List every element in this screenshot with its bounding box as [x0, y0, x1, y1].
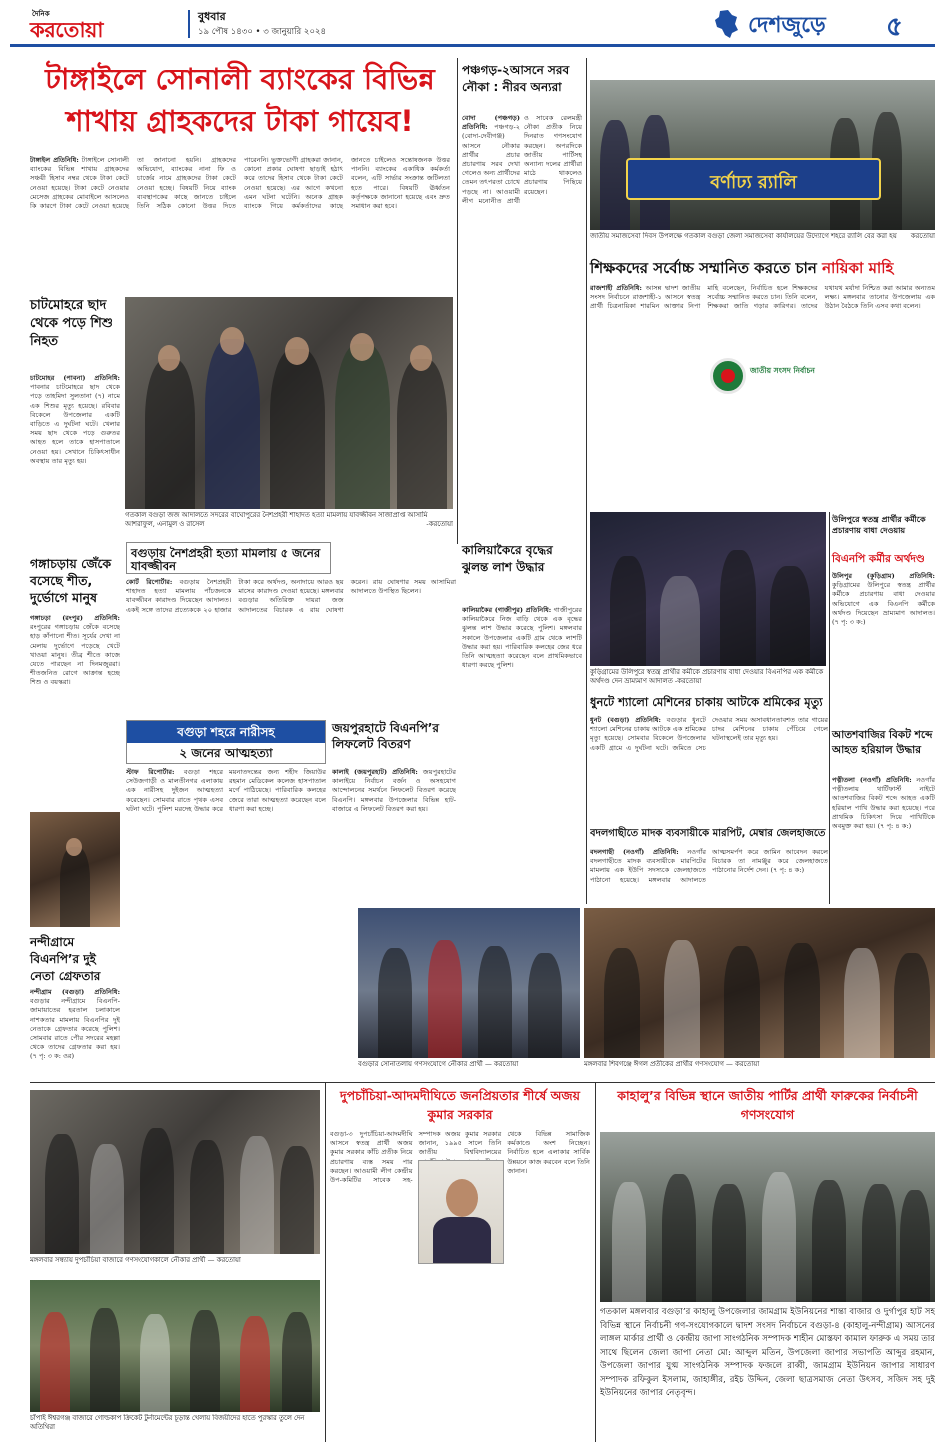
life-sentence-box	[126, 542, 331, 574]
photo-row-2-caption: মঙ্গলবার শিবগঞ্জে ঈগল প্রতীকের প্রার্থীর গণসংযোগ — করতোয়া	[584, 1060, 760, 1068]
lead-photo-caption	[125, 511, 453, 531]
life-sentence-dateline: কোর্ট রিপোর্টার:	[126, 578, 173, 586]
life-sentence-text: বগুড়ায় নৈশপ্রহরী শাহাদত হত্যা মামলায় পাঁচজনকে যাবজ্জীবন কারাদণ্ড দিয়েছেন আদালত। একই সঙ্গে তাদের প্রত্যেককে ২০ হাজার টাকা করে অর্থদণ্ড, অনাদায়ে আরও ছয় মাসের কারাদণ্ড দেওয়া হয়েছে। মঙ্গলবার বগুড়ার অতিরিক্ত দায়রা জজ আদালতের বিচারক এ রায় ঘোষণা করেন। রায় ঘোষণার সময় আসামিরা আদালতে উপস্থিত ছিলেন।	[126, 578, 456, 614]
masthead-day: বুধবার	[198, 10, 226, 23]
suicide-body	[126, 768, 326, 1080]
badalgachhi-dateline: বদলগাছী (নওগাঁ) প্রতিনিধি:	[590, 848, 679, 856]
gangachora-body	[30, 614, 120, 809]
nandigram-dateline: নন্দীগ্রাম (বগুড়া) প্রতিনিধি:	[30, 988, 120, 996]
panchagarh-text: পঞ্চগড়-২ (বোদা-দেবীগঞ্জ) আসনে নৌকার প্রার্থীর প্রচার প্রচারণায় সরব দেখা গেলেও অন্য প্রার্থীদের তেমন তৎপরতা চোখে পড়ছে না। আওয়ামী লীগ মনোনীত প্রার্থী ও সাবেক রেলমন্ত্রী নৌকা প্রতীক নিয়ে দিনরাত গণসংযোগ করছেন। অপরদিকে জাতীয় পার্টিসহ অন্যান্য দলের প্রার্থীরা মাঠে থাকলেও প্রচারণায় পিছিয়ে রয়েছেন।	[462, 114, 582, 205]
fireworks-cont: (৭ পৃ: ৪ ক:)	[877, 822, 912, 831]
badalgachhi-cont: (৭ পৃ: ৪ ক:)	[770, 866, 805, 875]
photo-row-1-caption: বগুড়ার সোনাতলায় গণসংযোগে নৌকার প্রার্থী — করতোয়া	[358, 1060, 519, 1068]
panchagarh-headline: পঞ্চগড়-২আসনে সরব নৌকা : নীরব অন্যরা	[462, 63, 570, 94]
chatmohor-body	[30, 374, 120, 544]
joypurhat-body	[332, 768, 456, 878]
kaliakair-dateline: কালিয়াকৈর (গাজীপুর) প্রতিনিধি:	[462, 606, 552, 614]
bottom-left-caption: মঙ্গলবার সন্ধ্যায় দুপচাঁচিয়া বাজারে গণসংযোগকালে নৌকার প্রার্থী — করতোয়া	[30, 1256, 241, 1264]
column-rule	[325, 1082, 326, 1442]
masthead-divider	[188, 10, 190, 38]
chatmohor-headline: চাটমোহরে ছাদ থেকে পড়ে শিশু নিহত	[30, 298, 113, 349]
bottom-left-photo	[30, 1090, 320, 1254]
joypurhat-dateline: কালাই (জয়পুরহাট) প্রতিনিধি:	[332, 768, 418, 776]
lead-dateline: টাঙ্গাইল প্রতিনিধি:	[30, 156, 79, 164]
lead-body-text: টাঙ্গাইলে সোনালী ব্যাংকের বিভিন্ন শাখায় গ্রাহকদের সঞ্চয়ী হিসাব নম্বর থেকে টাকা কেটে নেওয়া হয়েছে। টাকা কেটে নেওয়ার মেসেজ গ্রাহকের মোবাইলে আসলেও কি কারণে টাকা কেটে নেওয়া হয়েছে তা জানানো হয়নি। গ্রাহকদের অভিযোগ, ব্যাংকের নানা ফি ও চার্জের নামে গ্রাহকদের টাকা কেটে নেওয়া হচ্ছে। বিষয়টি নিয়ে ব্যাংক ব্যবস্থাপকের কাছে জানতে চাইলে তিনি সঠিক কোনো উত্তর দিতে পারেননি। ভুক্তভোগী গ্রাহকরা জানান, কোনো প্রকার ঘোষণা ছাড়াই হঠাৎ করে তাদের হিসাব থেকে টাকা কেটে নেওয়া হয়েছে। এর আগে কখনো এমন ঘটনা ঘটেনি। অনেক গ্রাহক ব্যাংকে গিয়ে কর্মকর্তাদের কাছে জানতে চাইলেও সন্তোষজনক উত্তর পাননি। ব্যাংকের একাধিক কর্মকর্তা বলেন, এটি সার্ভার সংক্রান্ত জটিলতা হতে পারে। বিষয়টি ঊর্ধ্বতন কর্তৃপক্ষকে জানানো হয়েছে এবং দ্রুত সমাধান করা হবে।	[30, 156, 450, 211]
mahi-headline-highlight: নায়িকা মাহি	[822, 259, 894, 277]
ulipur-caption	[590, 668, 826, 688]
newspaper-logo	[30, 8, 180, 40]
kaliakair-headline: কালিয়াকৈরে বৃদ্ধের ঝুলন্ত লাশ উদ্ধার	[462, 543, 553, 574]
section-title: দেশজুড়ে	[748, 13, 826, 38]
suicide-kicker-box	[126, 720, 326, 764]
mahi-headline	[590, 258, 935, 280]
chatmohor-dateline: চাটমোহর (পাবনা) প্রতিনিধি:	[30, 374, 120, 382]
gangachora-photo	[30, 812, 120, 927]
masthead-date: ১৯ পৌষ ১৪৩০ • ৩ জানুয়ারি ২০২৪	[198, 27, 327, 37]
rally-banner	[626, 158, 881, 200]
election-seal-icon	[710, 358, 746, 394]
masthead	[10, 6, 935, 42]
dupchanchia-headline: দুপচাঁচিয়া-আদমদীঘিতে জনপ্রিয়তার শীর্ষে অজয় কুমার সরকার	[340, 1088, 580, 1122]
ulipur-cont: (৭ পৃ: ৩ ক:)	[832, 618, 866, 627]
panchagarh-dateline: বোদা (পঞ্চগড়) প্রতিনিধি:	[462, 114, 520, 132]
photo-row-2	[584, 908, 935, 1058]
kaliakair-text: গাজীপুরের কালিয়াকৈরে নিজ বাড়ি থেকে এক বৃদ্ধের ঝুলন্ত লাশ উদ্ধার করেছে পুলিশ। মঙ্গলবার সকালে উপজেলার একটি গ্রাম থেকে লাশটি উদ্ধার করা হয়। পারিবারিক কলহের জের ধরে তিনি আত্মহত্যা করেছেন বলে প্রাথমিকভাবে ধারণা করছে পুলিশ।	[462, 606, 582, 670]
column-rule	[586, 58, 587, 904]
lead-photo-caption-text: গতকাল বগুড়া জজ আদালতে সদরের বাঘোপুরের নৈশপ্রহরী শাহাদত হত্যা মামলায় যাবজ্জীবন সাজাপ্রাপ্ত আসামি আশরাফুল, এনামুল ও রাসেল	[125, 511, 428, 528]
rally-credit: করতোয়া	[910, 232, 935, 240]
page-number: ৫	[886, 12, 903, 42]
ulipur-caption-text: কুড়িগ্রামের উলিপুরে স্বতন্ত্র প্রার্থীর কর্মীকে প্রচারণায় বাধা দেওয়ার বিএনপির এক কর্মীকে অর্থদণ্ড দেন ভ্রাম্যমাণ আদালত	[590, 668, 824, 685]
badalgachhi-body	[590, 848, 828, 904]
column-rule	[457, 58, 458, 544]
column-rule	[829, 512, 830, 904]
rally-caption-text: জাতীয় সমাজসেবা দিবস উপলক্ষে গতকাল বগুড়া জেলা সমাজসেবা কার্যালয়ের উদ্যোগে শহরে র‌্যালি বের করা হয়	[590, 232, 897, 240]
election-label: জাতীয় সংসদ নির্বাচন	[750, 366, 815, 375]
fireworks-dateline: পত্নীতলা (নওগাঁ) প্রতিনিধি:	[832, 776, 912, 784]
mahi-headline-text: শিক্ষকদের সর্বোচ্চ সম্মানিত করতে চান নায়িকা মাহি	[590, 259, 894, 277]
mahi-text: আসন্ন দ্বাদশ জাতীয় সংসদ নির্বাচনে রাজশাহী-১ আসনে স্বতন্ত্র প্রার্থী চিত্রনায়িকা শারমিন আক্তার নিপা মাহি বলেছেন, নির্বাচিত হলে শিক্ষকদের সর্বোচ্চ সম্মানিত করতে চান। তিনি বলেন, শিক্ষকরা জাতি গড়ার কারিগর। তাদের যথাযথ মর্যাদা নিশ্চিত করা আমার অন্যতম লক্ষ্য। মঙ্গলবার তানোর উপজেলায় এক উঠান বৈঠকে তিনি এসব কথা বলেন।	[590, 284, 935, 311]
kahalu-photo	[600, 1132, 935, 1302]
dhunat-headline: ধুনটে শ্যালো মেশিনের চাকায় আটকে শ্রমিকের মৃত্যু	[590, 695, 823, 709]
rally-caption	[590, 232, 935, 250]
election-commission-logo	[706, 352, 816, 404]
ulipur-photo	[590, 512, 826, 666]
sports-caption: চাঁপাই ঈশ্বরগঞ্জ বাজারে গোল্ডকাপ ক্রিকেট টুর্নামেন্টের চূড়ান্ত খেলায় বিজয়ীদের হাতে পুরস্কার তুলে দেন অতিথিরা	[30, 1414, 305, 1431]
masthead-rule	[10, 44, 935, 47]
ulipur-body	[832, 572, 935, 722]
fireworks-text: নওগাঁর পত্নীতলায় থার্টিফার্স্ট নাইটে আতশবাজির বিকট শব্দে আহত একটি হরিয়াল পাখি উদ্ধার করা হয়েছে। পরে প্রাথমিক চিকিৎসা দিয়ে পাখিটিকে অবমুক্ত করা হয়।	[832, 776, 935, 831]
column-rule	[30, 1082, 935, 1083]
badalgachhi-headline: বদলগাছীতে মাদক ব্যবসায়ীকে মারপিট, মেম্বার জেলহাজতে	[590, 828, 826, 839]
lead-photo	[125, 297, 453, 509]
dupchanchia-text: বগুড়া-৩ দুপচাঁচিয়া-আদমদীঘি আসনে স্বতন্ত্র প্রার্থী অজয় কুমার সরকার কাঁচি প্রতীক নিয়ে প্রচারণায় ব্যস্ত সময় পার করছেন। আওয়ামী লীগ কেন্দ্রীয় উপ-কমিটির সাবেক সহ-সম্পাদক অজয় কুমার সরকার জানান, ১৯৯৫ সালে তিনি জাতীয় বিশ্ববিদ্যালয়ের থেকে বিভিন্ন সামাজিক কর্মকাণ্ডে অংশ নিচ্ছেন। নির্বাচিত হলে এলাকার সার্বিক উন্নয়নে কাজ করবেন বলে তিনি জানান।	[330, 1130, 590, 1185]
dhunat-body	[590, 716, 828, 820]
joypurhat-headline: জয়পুরহাটে বিএনপি’র লিফলেট বিতরণ	[332, 721, 440, 751]
column-rule	[595, 1082, 596, 1442]
lead-body	[30, 156, 450, 292]
suicide-headline: ২ জনের আত্মহত্যা	[179, 746, 273, 760]
nandigram-cont: (৭ পৃ: ৩ ক: ওর)	[30, 1052, 75, 1061]
dhunat-dateline: ধুনট (বগুড়া) প্রতিনিধি:	[590, 716, 661, 724]
life-sentence-body	[126, 578, 456, 716]
nandigram-headline: নন্দীগ্রামে বিএনপি’র দুই নেতা গ্রেফতার	[30, 935, 101, 983]
life-sentence-headline: বগুড়ায় নৈশপ্রহরী হত্যা মামলায় ৫ জনের যাবজ্জীবন	[131, 546, 321, 573]
gangachora-dateline: গঙ্গাচড়া (রংপুর) প্রতিনিধি:	[30, 614, 120, 622]
kahalu-caption: গতকাল মঙ্গলবার বগুড়া’র কাহালু উপজেলার জামগ্রাম ইউনিয়নের শান্তা বাজার ও দুর্গাপুর হাট সহ বিভিন্ন স্থানে নির্বাচনী গণ-সংযোগকালে দ্বাদশ সংসদ নির্বাচনে বগুড়া-৪ (কাহালু-নন্দীগ্রাম) আসনের লাঙ্গল মার্কার প্রার্থী ও কেন্দ্রীয় জাপা সাংগঠনিক সম্পাদক শাহীন মোস্তফা কামাল ফারুক এ সময় তার সাথে ছিলেন জেলা জাপা নেতা মো: আব্দুল মতিন, উপজেলা জাপার সভাপতি আব্দুর রহমান, উপজেলা জাপার যুগ্ম সাংগঠনিক সম্পাদক ফজলে রাব্বী, জামগ্রাম ইউনিয়ন জাপার সাধারণ সম্পাদক রফিকুল ইসলাম, জাহাঙ্গীর, রইচ উদ্দিন, জেলা ছাত্রসমাজ নেতা উৎসব, সজিদ সহ দুই ইউনিয়নের জাপার নেতৃবৃন্দ।	[600, 1307, 935, 1398]
suicide-kicker: বগুড়া শহরে নারীসহ	[127, 721, 325, 743]
logo-text: করতোয়া	[30, 18, 103, 42]
photo-row-1	[358, 908, 580, 1058]
kahalu-headline: কাহালু’র বিভিন্ন স্থানে জাতীয় পার্টির প্রার্থী ফারুকের নির্বাচনী গণসংযোগ	[617, 1088, 918, 1122]
dhunat-text: বগুড়ার ধুনটে শ্যালো মেশিনের চাকায় আটকে এক শ্রমিকের মৃত্যু হয়েছে। সোমবার বিকেলে উপজেলার একটি গ্রামে এ দুর্ঘটনা ঘটে। জমিতে সেচ দেওয়ার সময় অসাবধানতাবশত তার গায়ের চাদর মেশিনের চাকায় পেঁচিয়ে গেলে ঘটনাস্থলেই তার মৃত্যু হয়।	[590, 716, 828, 752]
panchagarh-body	[462, 114, 582, 532]
chatmohor-text: পাবনার চাটমোহরে ছাদ থেকে পড়ে তাহমিদা সুলতানা (৭) নামে এক শিশুর মৃত্যু হয়েছে। রবিবার বিকেলে উপজেলার একটি বাড়িতে এ দুর্ঘটনা ঘটে। খেলার সময় ছাদ থেকে পড়ে গুরুতর আহত হলে তাকে হাসপাতালে নেওয়া হয়। সেখানে চিকিৎসাধীন অবস্থায় তার মৃত্যু হয়।	[30, 383, 120, 465]
rally-photo	[590, 80, 935, 230]
rally-banner-text: বর্ণাঢ্য র‌্যালি	[710, 172, 797, 193]
fireworks-headline: আতশবাজির বিকট শব্দে আহত হরিয়াল উদ্ধার	[832, 729, 933, 756]
ulipur-text: কুড়িগ্রামের উলিপুরে স্বতন্ত্র প্রার্থীর কর্মীকে প্রচারণায় বাধা দেওয়ার অভিযোগে এক বিএনপি কর্মীকে অর্থদণ্ড দিয়েছেন ভ্রাম্যমাণ আদালত।	[832, 581, 935, 617]
ulipur-kicker: উলিপুরে স্বতন্ত্র প্রার্থীর কর্মীকে প্রচারণায় বাধা দেওয়ায়	[832, 515, 926, 535]
badalgachhi-text: নওগাঁর বদলগাছীতে মাদক ব্যবসায়ীকে মারপিটের মামলায় এক ইউপি সদস্যকে জেলহাজতে পাঠানো হয়েছে। মঙ্গলবার আদালতে আত্মসমর্পণ করে জামিন আবেদন করলে বিচারক তা নামঞ্জুর করে জেলহাজতে পাঠানোর নির্দেশ দেন।	[590, 848, 828, 884]
ulipur-headline: বিএনপি কর্মীর অর্থদণ্ড	[832, 553, 925, 565]
kaliakair-body	[462, 606, 582, 886]
sports-photo	[30, 1280, 320, 1412]
nandigram-text: বগুড়ার নন্দীগ্রামে বিএনপি-জামায়াতের হরতাল চলাকালে নাশকতার মামলায় বিএনপির দুই নেতাকে গ্রেফতার করেছে পুলিশ। সোমবার রাতে পৌর সদরের মহল্লা থেকে তাদের গ্রেফতার করা হয়।	[30, 997, 120, 1052]
logo-small-text: দৈনিক	[32, 10, 50, 18]
gangachora-text: রংপুরের গঙ্গাচড়ায় জেঁকে বসেছে হাড় কাঁপানো শীত। সূর্যের দেখা না মেলায় দুর্ভোগে পড়েছে খেটে খাওয়া মানুষ। তীব্র শীতে কাজে যেতে পারছেন না দিনমজুররা। শীতজনিত রোগে আক্রান্ত হচ্ছে শিশু ও বয়স্করা।	[30, 623, 120, 687]
suicide-dateline: স্টাফ রিপোর্টার:	[126, 768, 175, 776]
fireworks-body	[832, 776, 935, 904]
suicide-text: বগুড়া শহরে সেউজগাড়ী ও মালতীনগর এলাকায় এক নারীসহ দুইজন আত্মহত্যা করেছেন। সোমবার রাতে পৃথক এসব ঘটনা ঘটে। পুলিশ মরদেহ উদ্ধার করে ময়নাতদন্তের জন্য শহীদ জিয়াউর রহমান মেডিকেল কলেজ হাসপাতাল মর্গে পাঠিয়েছে। পারিবারিক কলহের জেরে তারা আত্মহত্যা করেছেন বলে ধারণা করা হচ্ছে।	[126, 768, 326, 813]
section-label	[710, 6, 935, 42]
gangachora-headline: গঙ্গাচড়ায় জেঁকে বসেছে শীত, দুর্ভোগে মানুষ	[30, 556, 112, 605]
nandigram-body	[30, 988, 120, 1080]
joypurhat-text: জয়পুরহাটের কালাইয়ে নির্বাচন বর্জন ও অসহযোগ আন্দোলনের সমর্থনে লিফলেট বিতরণ করেছে বিএনপি। মঙ্গলবার উপজেলার বিভিন্ন হাট-বাজারে এ লিফলেট বিতরণ করা হয়।	[332, 768, 456, 813]
mahi-dateline: রাজশাহী প্রতিনিধি:	[590, 284, 642, 292]
candidate-portrait	[418, 1160, 504, 1264]
ulipur-credit: -করতোয়া	[674, 677, 702, 685]
lead-headline: টাঙ্গাইলে সোনালী ব্যাংকের বিভিন্ন শাখায় গ্রাহকদের টাকা গায়েব!	[45, 62, 435, 138]
ulipur-dateline: উলিপুর (কুড়িগ্রাম) প্রতিনিধি:	[832, 572, 935, 580]
bangladesh-map-icon	[710, 8, 742, 40]
lead-photo-credit: -করতোয়া	[426, 520, 453, 528]
